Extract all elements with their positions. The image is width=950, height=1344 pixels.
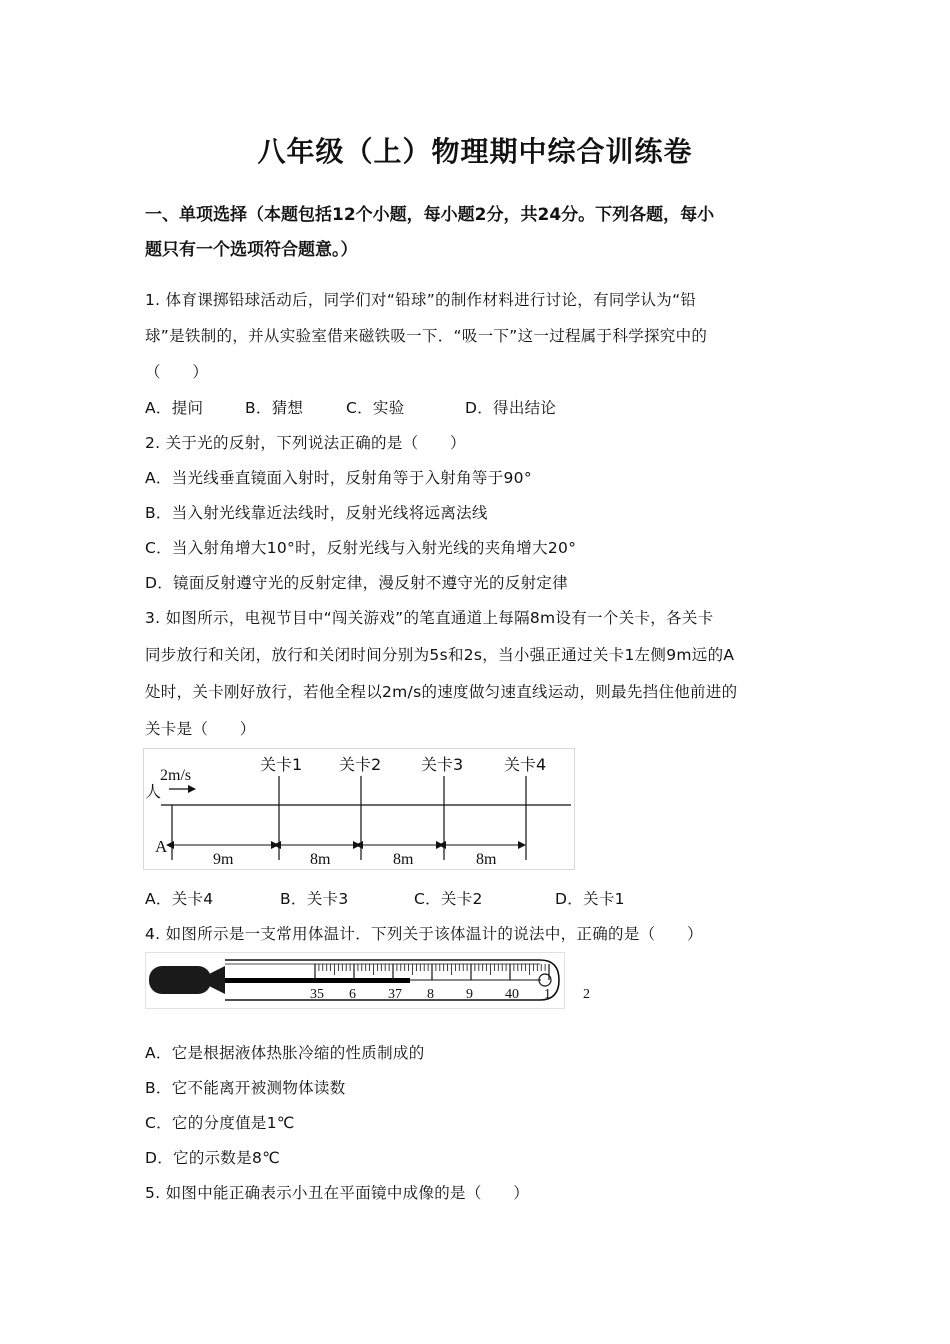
distance-label-4: 8m — [476, 851, 497, 868]
person-label: 人 — [145, 784, 162, 801]
gate-1-label: 关卡1 — [260, 755, 303, 774]
q3-stem-line-4: 关卡是（ ） — [145, 720, 256, 738]
q2-option-b: B．当入射光线靠近法线时，反射光线将远离法线 — [145, 504, 488, 522]
page-title: 八年级（上）物理期中综合训练卷 — [257, 135, 693, 168]
q1-option-a: A．提问 — [145, 399, 204, 417]
thermometer-bulb — [149, 966, 211, 994]
scale-label: 2 — [583, 987, 590, 1002]
scale-label: 9 — [466, 987, 473, 1002]
q4-option-d: D．它的示数是8℃ — [145, 1149, 280, 1167]
mercury-column — [225, 978, 410, 983]
q4-option-b: B．它不能离开被测物体读数 — [145, 1079, 346, 1097]
section-heading — [145, 198, 815, 268]
section-heading-line-1: 一、单项选择（本题包括12个小题，每小题2分，共24分。下列各题，每小 — [145, 205, 715, 225]
thermometer-figure — [145, 952, 590, 1009]
q3-stem-line-3: 处时，关卡刚好放行，若他全程以2m/s的速度做匀速直线运动，则最先挡住他前进的 — [145, 683, 738, 701]
q3-option-b: B．关卡3 — [280, 890, 349, 908]
speed-label: 2m/s — [160, 767, 192, 784]
q3-option-a: A．关卡4 — [145, 890, 214, 908]
distance-label-2: 8m — [310, 851, 331, 868]
scale-label: 8 — [427, 987, 434, 1002]
q4-stem: 4. 如图所示是一支常用体温计．下列关于该体温计的说法中，正确的是（ ） — [145, 925, 703, 943]
gate-diagram — [143, 748, 575, 870]
q3-option-d: D．关卡1 — [555, 890, 625, 908]
q3-stem-line-2: 同步放行和关闭，放行和关闭时间分别为5s和2s，当小强正通过关卡1左侧9m远的A — [145, 646, 735, 664]
scale-label: 40 — [505, 987, 519, 1002]
q1-stem-line-3: （ ） — [145, 363, 209, 381]
q1-options — [145, 398, 556, 418]
q3-stem-line-1: 3. 如图所示，电视节目中“闯关游戏”的笔直通道上每隔8m设有一个关卡，各关卡 — [145, 609, 714, 627]
q1-stem-line-2: 球”是铁制的，并从实验室借来磁铁吸一下．“吸一下”这一过程属于科学探究中的 — [145, 327, 708, 345]
q4-option-c: C．它的分度值是1℃ — [145, 1114, 295, 1132]
q2-option-c: C．当入射角增大10°时，反射光线与入射光线的夹角增大20° — [145, 539, 577, 557]
q5-stem: 5. 如图中能正确表示小丑在平面镜中成像的是（ ） — [145, 1184, 530, 1202]
q3-options — [145, 889, 625, 909]
distance-label-1: 9m — [213, 851, 234, 868]
section-heading-line-2: 题只有一个选项符合题意。） — [145, 240, 358, 260]
scale-label: 6 — [349, 987, 356, 1002]
gate-2-label: 关卡2 — [339, 755, 382, 774]
gate-3-label: 关卡3 — [421, 755, 464, 774]
point-a-label: A — [155, 837, 168, 856]
q2-stem: 2. 关于光的反射，下列说法正确的是（ ） — [145, 434, 466, 452]
scale-label: 37 — [388, 987, 402, 1002]
q1-option-c: C．实验 — [346, 399, 405, 417]
gate-4-label: 关卡4 — [504, 755, 547, 774]
q1-option-d: D．得出结论 — [465, 399, 557, 417]
q3-option-c: C．关卡2 — [414, 890, 483, 908]
q2-option-d: D．镜面反射遵守光的反射定律，漫反射不遵守光的反射定律 — [145, 574, 569, 592]
q1-option-b: B．猜想 — [245, 399, 304, 417]
q1-stem-line-1: 1. 体育课掷铅球活动后，同学们对“铅球”的制作材料进行讨论，有同学认为“铅 — [145, 291, 697, 309]
q4-option-a: A．它是根据液体热胀冷缩的性质制成的 — [145, 1044, 425, 1062]
distance-label-3: 8m — [393, 851, 414, 868]
scale-label: 35 — [310, 987, 324, 1002]
q2-option-a: A．当光线垂直镜面入射时，反射角等于入射角等于90° — [145, 469, 532, 487]
scale-label: 1 — [544, 987, 551, 1002]
